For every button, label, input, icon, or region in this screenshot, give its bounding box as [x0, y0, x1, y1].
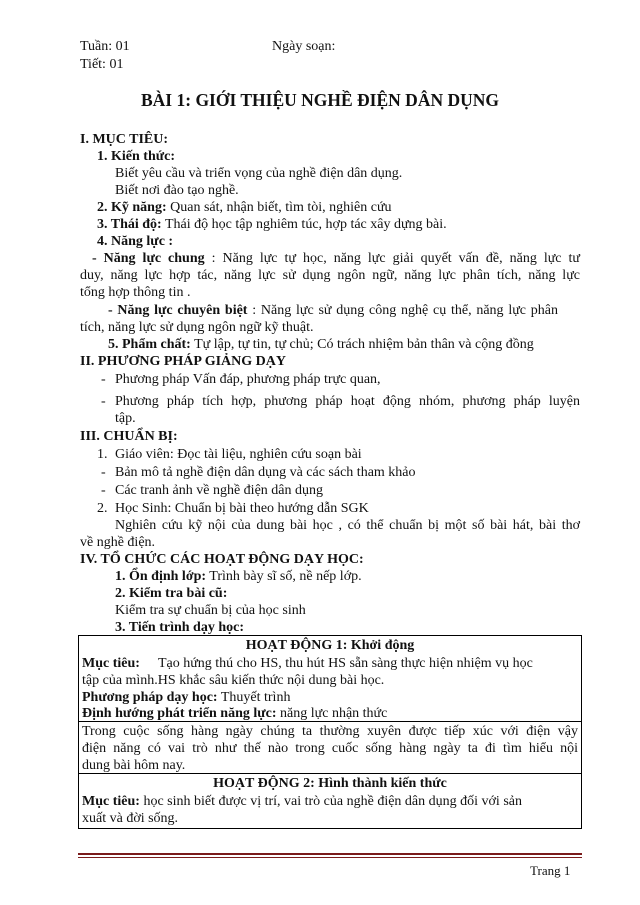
- competence-heading: 4. Năng lực :: [97, 234, 174, 249]
- knowledge-line-1: Biết yêu cầu và triển vọng của nghề điện dân dụng.: [115, 166, 403, 181]
- activity1-title: HOẠT ĐỘNG 1: Khởi động: [245, 638, 415, 653]
- method-dash-2: -: [101, 394, 106, 409]
- week-label: Tuần: 01: [80, 39, 130, 54]
- activity1-method-text: Thuyết trình: [217, 690, 291, 705]
- lesson-title: BÀI 1: GIỚI THIỆU NGHỀ ĐIỆN DÂN DỤNG: [141, 90, 499, 110]
- activity1-body-line-2: điện năng có vai trò như thế nào trong cuốc sống hàng ngày ta đi tìm hiểu nội: [82, 741, 578, 756]
- section3-heading: III. CHUẨN BỊ:: [80, 429, 178, 444]
- knowledge-line-2: Biết nơi đào tạo nghề.: [115, 183, 239, 198]
- skill-text: Quan sát, nhận biết, tìm tòi, nghiên cứu: [166, 200, 392, 215]
- teaching-process-label: 3. Tiến trình dạy học:: [115, 620, 245, 635]
- attitude-line: [97, 216, 447, 233]
- attitude-label: 3. Thái độ:: [97, 217, 162, 232]
- prep-item-a: Bản mô tả nghề điện dân dụng và các sách tham khảo: [115, 465, 416, 480]
- skill-label: 2. Kỹ năng:: [97, 200, 167, 215]
- activity1-method-label: Phương pháp dạy học:: [82, 690, 218, 705]
- class-organization-label: 1. Ổn định lớp:: [115, 569, 207, 584]
- section1-heading: I. MỤC TIÊU:: [80, 132, 169, 147]
- footer-rule: [78, 853, 582, 855]
- method-item-2-line-2: tập.: [115, 411, 136, 426]
- activity1-body-line-3: dung bài hôm nay.: [82, 758, 186, 773]
- method-dash-1: -: [101, 372, 106, 387]
- attitude-text: Thái độ học tập nghiêm túc, hợp tác xây dựng bài.: [161, 217, 447, 232]
- period-label: Tiết: 01: [80, 57, 124, 72]
- quality-text: Tự lập, tự tin, tự chủ; Có trách nhiệm bản thân và cộng đồng: [190, 337, 534, 352]
- method-item-1: Phương pháp Vấn đáp, phương pháp trực quan,: [115, 372, 381, 387]
- quality-line: [108, 336, 534, 353]
- activity1-body-line-1: Trong cuộc sống hàng ngày chúng ta thường xuyên được tiếp xúc với điện vậy: [82, 724, 578, 739]
- activity2-goal-text-1: học sinh biết được vị trí, vai trò của nghề điện dân dụng đối với sản: [139, 794, 522, 809]
- prep-teacher: Giáo viên: Đọc tài liệu, nghiên cứu soạn bài: [115, 447, 362, 462]
- specific-competence-label: - Năng lực chuyên biệt: [108, 303, 248, 318]
- activity2-goal-line-1: [82, 793, 522, 810]
- general-competence-label: - Năng lực chung: [92, 251, 205, 266]
- specific-competence-line-2: tích, năng lực sử dụng ngôn ngữ kỹ thuật.: [80, 320, 314, 335]
- activity1-goal-text-1: Tạo hứng thú cho HS, thu hút HS sẵn sàng thực hiện nhiệm vụ học: [157, 656, 533, 671]
- activity1-orientation-line: [82, 705, 387, 722]
- prep-dash-1: -: [101, 465, 106, 480]
- activity2-goal-line-2: xuất và đời sống.: [82, 811, 179, 826]
- activity1-orientation-text: năng lực nhận thức: [276, 706, 388, 721]
- general-competence-line-1: [92, 250, 580, 267]
- prep-dash-2: -: [101, 483, 106, 498]
- general-competence-line-2: duy, năng lực hợp tác, năng lực sử dụng ngôn ngữ, năng lực phân tích, năng lực: [80, 268, 580, 283]
- prep-number-2: 2.: [97, 501, 108, 516]
- section4-heading: IV. TỔ CHỨC CÁC HOẠT ĐỘNG DẠY HỌC:: [80, 552, 364, 567]
- activity2-goal-label: Mục tiêu:: [82, 794, 140, 809]
- prep-number-1: 1.: [97, 447, 108, 462]
- old-lesson-check-label: 2. Kiểm tra bài cũ:: [115, 586, 228, 601]
- activity1-goal-line-2: tập của mình.HS khắc sâu kiến thức nội dung bài học.: [82, 673, 385, 688]
- date-prepared-label: Ngày soạn:: [272, 39, 336, 54]
- activity1-method-line: [82, 689, 290, 706]
- activity1-goal-line-1: [82, 655, 533, 672]
- prep-item-b: Các tranh ảnh về nghề điện dân dụng: [115, 483, 323, 498]
- skill-line: [97, 199, 392, 216]
- page-number: Trang 1: [530, 863, 571, 878]
- general-competence-line-3: tổng hợp thông tin .: [80, 285, 191, 300]
- section2-heading: II. PHƯƠNG PHÁP GIẢNG DẠY: [80, 354, 286, 369]
- activity1-orientation-label: Định hướng phát triển năng lực:: [82, 706, 277, 721]
- method-item-2-line-1: Phương pháp tích hợp, phương pháp hoạt động nhóm, phương pháp luyện: [115, 394, 580, 409]
- activity2-title: HOẠT ĐỘNG 2: Hình thành kiến thức: [213, 776, 447, 791]
- general-competence-text-1: : Năng lực tự học, năng lực giải quyết vấn đề, năng lực tư: [204, 251, 580, 266]
- class-organization-text: Trình bày sĩ số, nề nếp lớp.: [206, 569, 362, 584]
- class-organization-line: [115, 568, 362, 585]
- prep-student: Học Sinh: Chuẩn bị bài theo hướng dẫn SGK: [115, 501, 369, 516]
- prep-research-line-2: về nghề điện.: [80, 535, 156, 550]
- specific-competence-line-1: [108, 302, 558, 319]
- specific-competence-text-1: : Năng lực sử dụng công nghệ cụ thể, năng lực phân: [247, 303, 559, 318]
- prep-research-line-1: Nghiên cứu kỹ nội của dung bài học , có thể chuẩn bị một số bài hát, bài thơ: [115, 518, 580, 533]
- knowledge-heading: 1. Kiến thức:: [97, 149, 176, 164]
- quality-label: 5. Phẩm chất:: [108, 337, 191, 352]
- old-lesson-check-text: Kiểm tra sự chuẩn bị của học sinh: [115, 603, 306, 618]
- footer-rule-thin: [78, 857, 582, 858]
- activity1-goal-label: Mục tiêu:: [82, 656, 140, 671]
